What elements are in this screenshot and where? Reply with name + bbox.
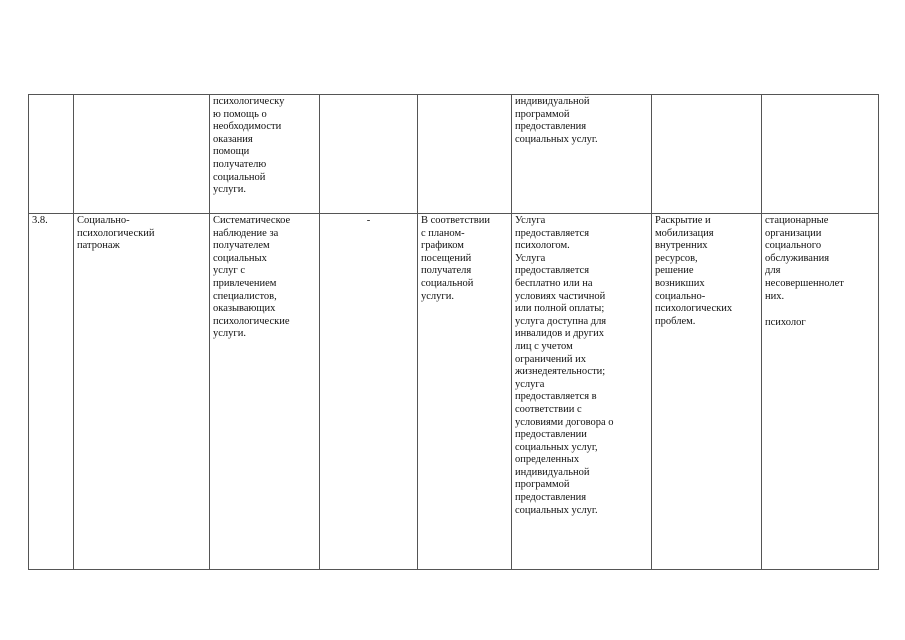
cell-result: Раскрытие и мобилизация внутренних ресурсов, решение возникших социально- психологических проблем. bbox=[652, 214, 762, 570]
cell-number bbox=[29, 95, 74, 214]
cell-tariff: - bbox=[320, 214, 418, 570]
provider-staff: психолог bbox=[765, 317, 806, 329]
cell-result bbox=[652, 95, 762, 214]
services-table bbox=[28, 94, 879, 570]
provider-organizations: стационарные организации социального обслуживания для несовершеннолет них. bbox=[765, 215, 844, 302]
cell-service-name bbox=[74, 95, 210, 214]
cell-provider bbox=[762, 214, 879, 570]
cell-timing bbox=[418, 95, 512, 214]
cell-conditions: Услуга предоставляется психологом. Услуга предоставляется бесплатно или на условиях частичной или полной оплаты; услуга доступна для инвалидов и других лиц с учетом ограничений их жизнедеятельности; услуга предоставляется в соответствии с условиями договора о предоставлении социальных услуг, определенных индивидуальной программой предоставления социальных услуг. bbox=[512, 214, 652, 570]
cell-timing: В соответствии с планом- графиком посещений получателя социальной услуги. bbox=[418, 214, 512, 570]
table-row bbox=[29, 214, 879, 570]
cell-description: Систематическое наблюдение за получателем социальных услуг с привлечением специалистов, оказывающих психологические услуги. bbox=[210, 214, 320, 570]
cell-number: 3.8. bbox=[29, 214, 74, 570]
cell-service-name: Социально- психологический патронаж bbox=[74, 214, 210, 570]
cell-tariff bbox=[320, 95, 418, 214]
cell-description: психологическу ю помощь о необходимости оказания помощи получателю социальной услуги. bbox=[210, 95, 320, 214]
cell-conditions: индивидуальной программой предоставления социальных услуг. bbox=[512, 95, 652, 214]
cell-provider bbox=[762, 95, 879, 214]
table-row bbox=[29, 95, 879, 214]
